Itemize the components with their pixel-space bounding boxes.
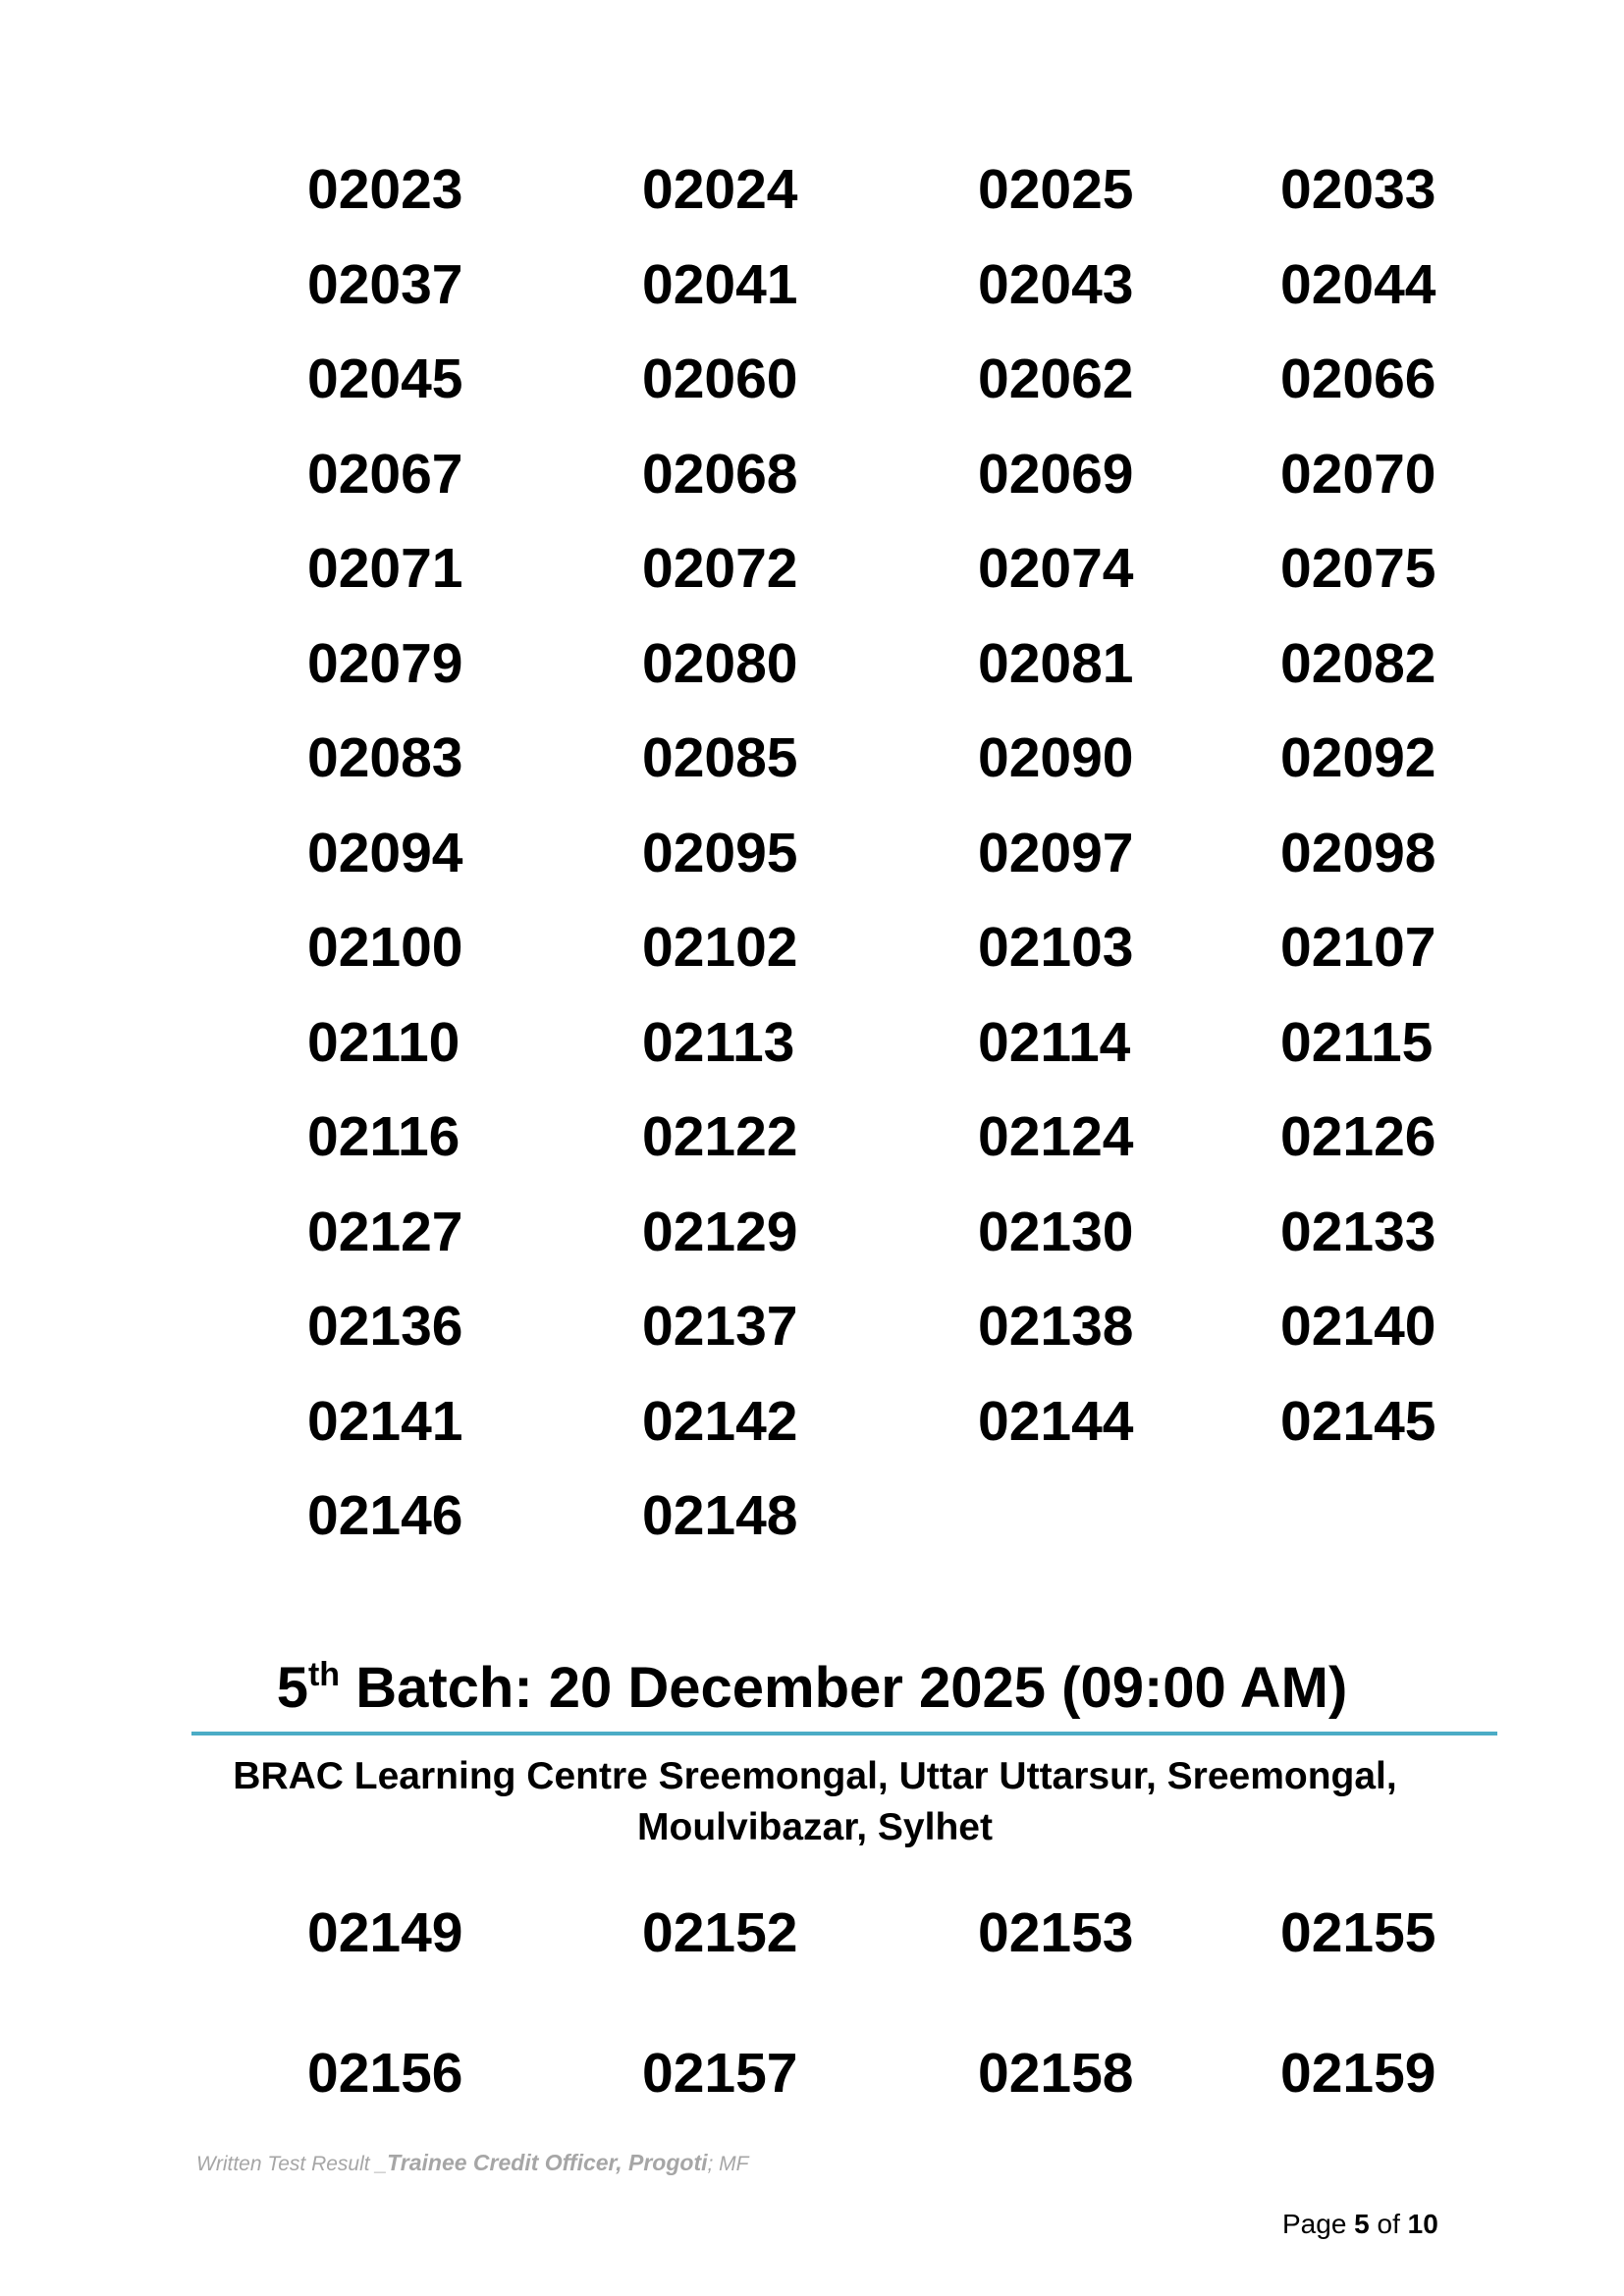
roll-number-row: [0, 624, 1624, 703]
roll-number-row: [0, 1097, 1624, 1176]
footer-note: [196, 2150, 749, 2176]
roll-number-row: [0, 908, 1624, 987]
roll-number: 02157: [642, 2042, 798, 2105]
roll-number-row: [0, 340, 1624, 418]
section-divider: [191, 1732, 1497, 1735]
batch-heading: [0, 1654, 1624, 1723]
roll-number: 02067: [307, 442, 463, 506]
roll-number: 02133: [1280, 1200, 1436, 1263]
page-of: of: [1369, 2209, 1408, 2239]
roll-number: 02107: [1280, 916, 1436, 979]
roll-number: 02068: [642, 442, 798, 506]
roll-number: 02071: [307, 537, 463, 600]
roll-number: 02102: [642, 916, 798, 979]
roll-number: 02092: [1280, 726, 1436, 789]
roll-number: 02145: [1280, 1389, 1436, 1453]
roll-number: 02060: [642, 347, 798, 410]
roll-number: 02130: [978, 1200, 1134, 1263]
roll-number: 02094: [307, 821, 463, 884]
roll-number: 02083: [307, 726, 463, 789]
roll-number: 02144: [978, 1389, 1134, 1453]
roll-number: 02095: [642, 821, 798, 884]
roll-number: 02090: [978, 726, 1134, 789]
roll-number: 02149: [307, 1901, 463, 1964]
roll-number: 02136: [307, 1295, 463, 1358]
roll-number: 02116: [307, 1105, 460, 1168]
venue-line-2: Moulvibazar, Sylhet: [637, 1806, 993, 1848]
roll-number: 02140: [1280, 1295, 1436, 1358]
batch-title-text: Batch: 20 December 2025 (09:00 AM): [340, 1656, 1348, 1720]
roll-number: 02025: [978, 158, 1134, 221]
roll-number: 02043: [978, 252, 1134, 316]
roll-number: 02072: [642, 537, 798, 600]
roll-number: 02153: [978, 1901, 1134, 1964]
page-current: 5: [1354, 2209, 1370, 2239]
roll-number: 02141: [307, 1389, 463, 1453]
roll-number: 02138: [978, 1295, 1134, 1358]
roll-number-row: [0, 1476, 1624, 1555]
roll-number: 02113: [642, 1010, 795, 1074]
roll-number: 02062: [978, 347, 1134, 410]
roll-number-row: [0, 719, 1624, 797]
roll-number: 02146: [307, 1484, 463, 1547]
footer-suffix: ; MF: [707, 2153, 749, 2175]
roll-number-row: [0, 2034, 1624, 2112]
roll-number: 02085: [642, 726, 798, 789]
roll-number: 02079: [307, 631, 463, 695]
roll-number-row: [0, 150, 1624, 229]
roll-number: 02156: [307, 2042, 463, 2105]
roll-number: 02158: [978, 2042, 1134, 2105]
roll-number: 02041: [642, 252, 798, 316]
roll-number-row: [0, 1894, 1624, 1972]
roll-number: 02100: [307, 916, 463, 979]
roll-number: 02033: [1280, 158, 1436, 221]
roll-number-row: [0, 1287, 1624, 1365]
batch-ordinal-number: 5: [276, 1656, 308, 1720]
roll-number: 02070: [1280, 442, 1436, 506]
roll-number: 02115: [1280, 1010, 1434, 1074]
roll-number: 02155: [1280, 1901, 1436, 1964]
roll-number: 02075: [1280, 537, 1436, 600]
venue-address: [196, 1751, 1434, 1853]
roll-number: 02066: [1280, 347, 1436, 410]
roll-number: 02037: [307, 252, 463, 316]
roll-number: 02126: [1280, 1105, 1436, 1168]
page-total: 10: [1407, 2209, 1438, 2239]
roll-number-row: [0, 1382, 1624, 1461]
roll-number: 02159: [1280, 2042, 1436, 2105]
roll-number: 02129: [642, 1200, 798, 1263]
roll-number: 02098: [1280, 821, 1436, 884]
roll-number: 02023: [307, 158, 463, 221]
roll-number-row: [0, 529, 1624, 608]
roll-number: 02114: [978, 1010, 1131, 1074]
roll-number: 02148: [642, 1484, 798, 1547]
roll-number: 02110: [307, 1010, 460, 1074]
roll-number-row: [0, 1003, 1624, 1082]
roll-number: 02044: [1280, 252, 1436, 316]
venue-line-1: BRAC Learning Centre Sreemongal, Uttar Uttarsur, Sreemongal,: [233, 1755, 1397, 1797]
roll-number: 02124: [978, 1105, 1134, 1168]
roll-number: 02074: [978, 537, 1134, 600]
roll-number: 02127: [307, 1200, 463, 1263]
roll-number: 02122: [642, 1105, 798, 1168]
roll-number: 02142: [642, 1389, 798, 1453]
roll-number-row: [0, 814, 1624, 892]
page-label: Page: [1282, 2209, 1355, 2239]
roll-number: 02152: [642, 1901, 798, 1964]
roll-number-row: [0, 1193, 1624, 1271]
roll-number: 02103: [978, 916, 1134, 979]
roll-number: 02024: [642, 158, 798, 221]
page-number: [1282, 2209, 1438, 2240]
roll-number: 02097: [978, 821, 1134, 884]
roll-number: 02080: [642, 631, 798, 695]
roll-number: 02069: [978, 442, 1134, 506]
batch-ordinal-suffix: th: [307, 1656, 341, 1693]
footer-prefix: Written Test Result _: [196, 2153, 388, 2175]
roll-number: 02081: [978, 631, 1134, 695]
roll-number: 02082: [1280, 631, 1436, 695]
roll-number: 02045: [307, 347, 463, 410]
roll-number-row: [0, 435, 1624, 513]
roll-number-row: [0, 245, 1624, 324]
footer-position: Trainee Credit Officer, Progoti: [387, 2150, 708, 2175]
roll-number: 02137: [642, 1295, 798, 1358]
